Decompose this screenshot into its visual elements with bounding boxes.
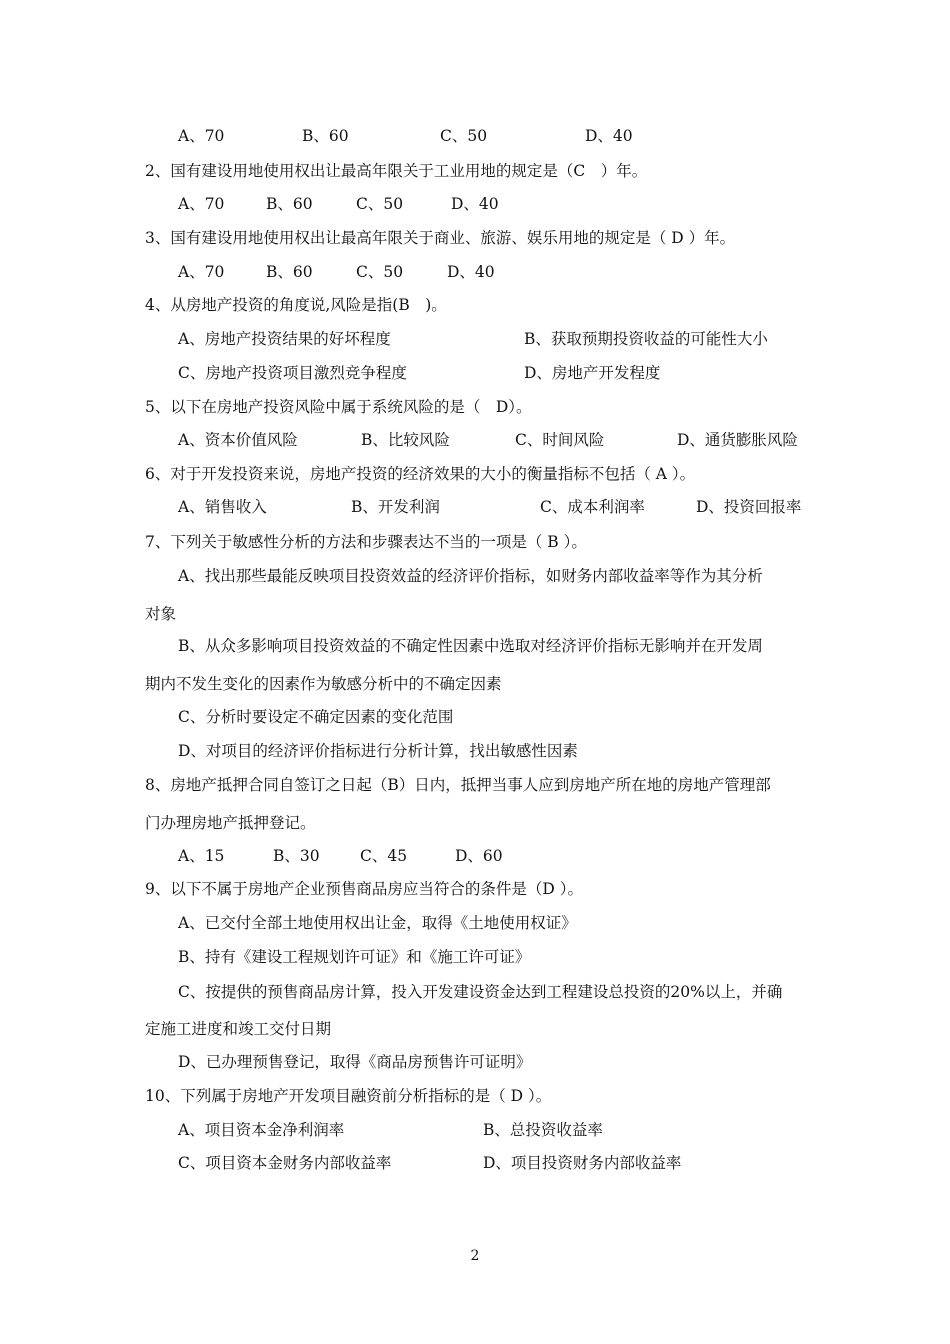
page-number: 2 bbox=[470, 1248, 480, 1264]
q1-option-d: D、40 bbox=[585, 127, 633, 145]
q6-stem: 6、对于开发投资来说，房地产投资的经济效果的大小的衡量指标不包括（ A ）。 bbox=[145, 465, 696, 483]
q5-option-c: C、时间风险 bbox=[515, 431, 605, 449]
q8-option-b: B、30 bbox=[273, 847, 320, 865]
q6-option-a: A、销售收入 bbox=[178, 498, 267, 516]
q8-option-a: A、15 bbox=[178, 847, 225, 865]
q2-option-a: A、70 bbox=[178, 195, 225, 213]
q8-option-d: D、60 bbox=[455, 847, 503, 865]
q10-stem: 10、下列属于房地产开发项目融资前分析指标的是（ D ）。 bbox=[145, 1087, 552, 1105]
q3-option-b: B、60 bbox=[266, 263, 313, 281]
q8-option-c: C、45 bbox=[360, 847, 408, 865]
q5-option-a: A、资本价值风险 bbox=[178, 431, 298, 449]
q9-option-c-line1: C、按提供的预售商品房计算，投入开发建设资金达到工程建设总投资的20%以上，并确 bbox=[178, 983, 783, 1001]
q4-option-d: D、房地产开发程度 bbox=[524, 364, 661, 382]
q9-stem: 9、以下不属于房地产企业预售商品房应当符合的条件是（D ）。 bbox=[145, 880, 583, 898]
q4-option-b: B、获取预期投资收益的可能性大小 bbox=[524, 330, 768, 348]
q2-option-c: C、50 bbox=[356, 195, 404, 213]
q7-option-a-line2: 对象 bbox=[145, 605, 177, 623]
q7-option-c: C、分析时要设定不确定因素的变化范围 bbox=[178, 708, 454, 726]
q10-option-b: B、总投资收益率 bbox=[483, 1121, 603, 1139]
q7-option-a-line1: A、找出那些最能反映项目投资效益的经济评价指标，如财务内部收益率等作为其分析 bbox=[178, 567, 763, 585]
q3-option-d: D、40 bbox=[447, 263, 495, 281]
q2-option-b: B、60 bbox=[266, 195, 313, 213]
q7-option-d: D、对项目的经济评价指标进行分析计算，找出敏感性因素 bbox=[178, 742, 578, 760]
q5-option-b: B、比较风险 bbox=[361, 431, 450, 449]
q4-option-a: A、房地产投资结果的好坏程度 bbox=[178, 330, 391, 348]
q8-stem-line1: 8、房地产抵押合同自签订之日起（B）日内，抵押当事人应到房地产所在地的房地产管理部 bbox=[145, 776, 771, 794]
q3-option-a: A、70 bbox=[178, 263, 225, 281]
q6-option-b: B、开发利润 bbox=[351, 498, 440, 516]
q4-option-c: C、房地产投资项目激烈竞争程度 bbox=[178, 364, 407, 382]
q5-stem: 5、以下在房地产投资风险中属于系统风险的是（ D）。 bbox=[145, 398, 532, 416]
q3-option-c: C、50 bbox=[356, 263, 404, 281]
q8-stem-line2: 门办理房地产抵押登记。 bbox=[145, 814, 316, 832]
q9-option-a: A、已交付全部土地使用权出让金，取得《土地使用权证》 bbox=[178, 914, 577, 932]
q2-stem: 2、国有建设用地使用权出让最高年限关于工业用地的规定是（C ）年。 bbox=[145, 162, 648, 180]
q1-option-c: C、50 bbox=[440, 127, 488, 145]
q9-option-b: B、持有《建设工程规划许可证》和《施工许可证》 bbox=[178, 948, 531, 966]
q10-option-c: C、项目资本金财务内部收益率 bbox=[178, 1154, 392, 1172]
q9-option-d: D、已办理预售登记，取得《商品房预售许可证明》 bbox=[178, 1053, 532, 1071]
q10-option-a: A、项目资本金净利润率 bbox=[178, 1121, 345, 1139]
q7-option-b-line1: B、从众多影响项目投资效益的不确定性因素中选取对经济评价指标无影响并在开发周 bbox=[178, 637, 763, 655]
q2-option-d: D、40 bbox=[451, 195, 499, 213]
q3-stem: 3、国有建设用地使用权出让最高年限关于商业、旅游、娱乐用地的规定是（ D ）年。 bbox=[145, 229, 736, 247]
q10-option-d: D、项目投资财务内部收益率 bbox=[483, 1154, 682, 1172]
q4-stem: 4、从房地产投资的角度说,风险是指(B )。 bbox=[145, 296, 447, 314]
q7-option-b-line2: 期内不发生变化的因素作为敏感分析中的不确定因素 bbox=[145, 675, 502, 693]
q1-option-a: A、70 bbox=[178, 127, 225, 145]
q5-option-d: D、通货膨胀风险 bbox=[677, 431, 798, 449]
q7-stem: 7、下列关于敏感性分析的方法和步骤表达不当的一项是（ B ）。 bbox=[145, 533, 587, 551]
q6-option-c: C、成本利润率 bbox=[540, 498, 645, 516]
q6-option-d: D、投资回报率 bbox=[696, 498, 802, 516]
q1-option-b: B、60 bbox=[302, 127, 349, 145]
q9-option-c-line2: 定施工进度和竣工交付日期 bbox=[145, 1020, 332, 1038]
